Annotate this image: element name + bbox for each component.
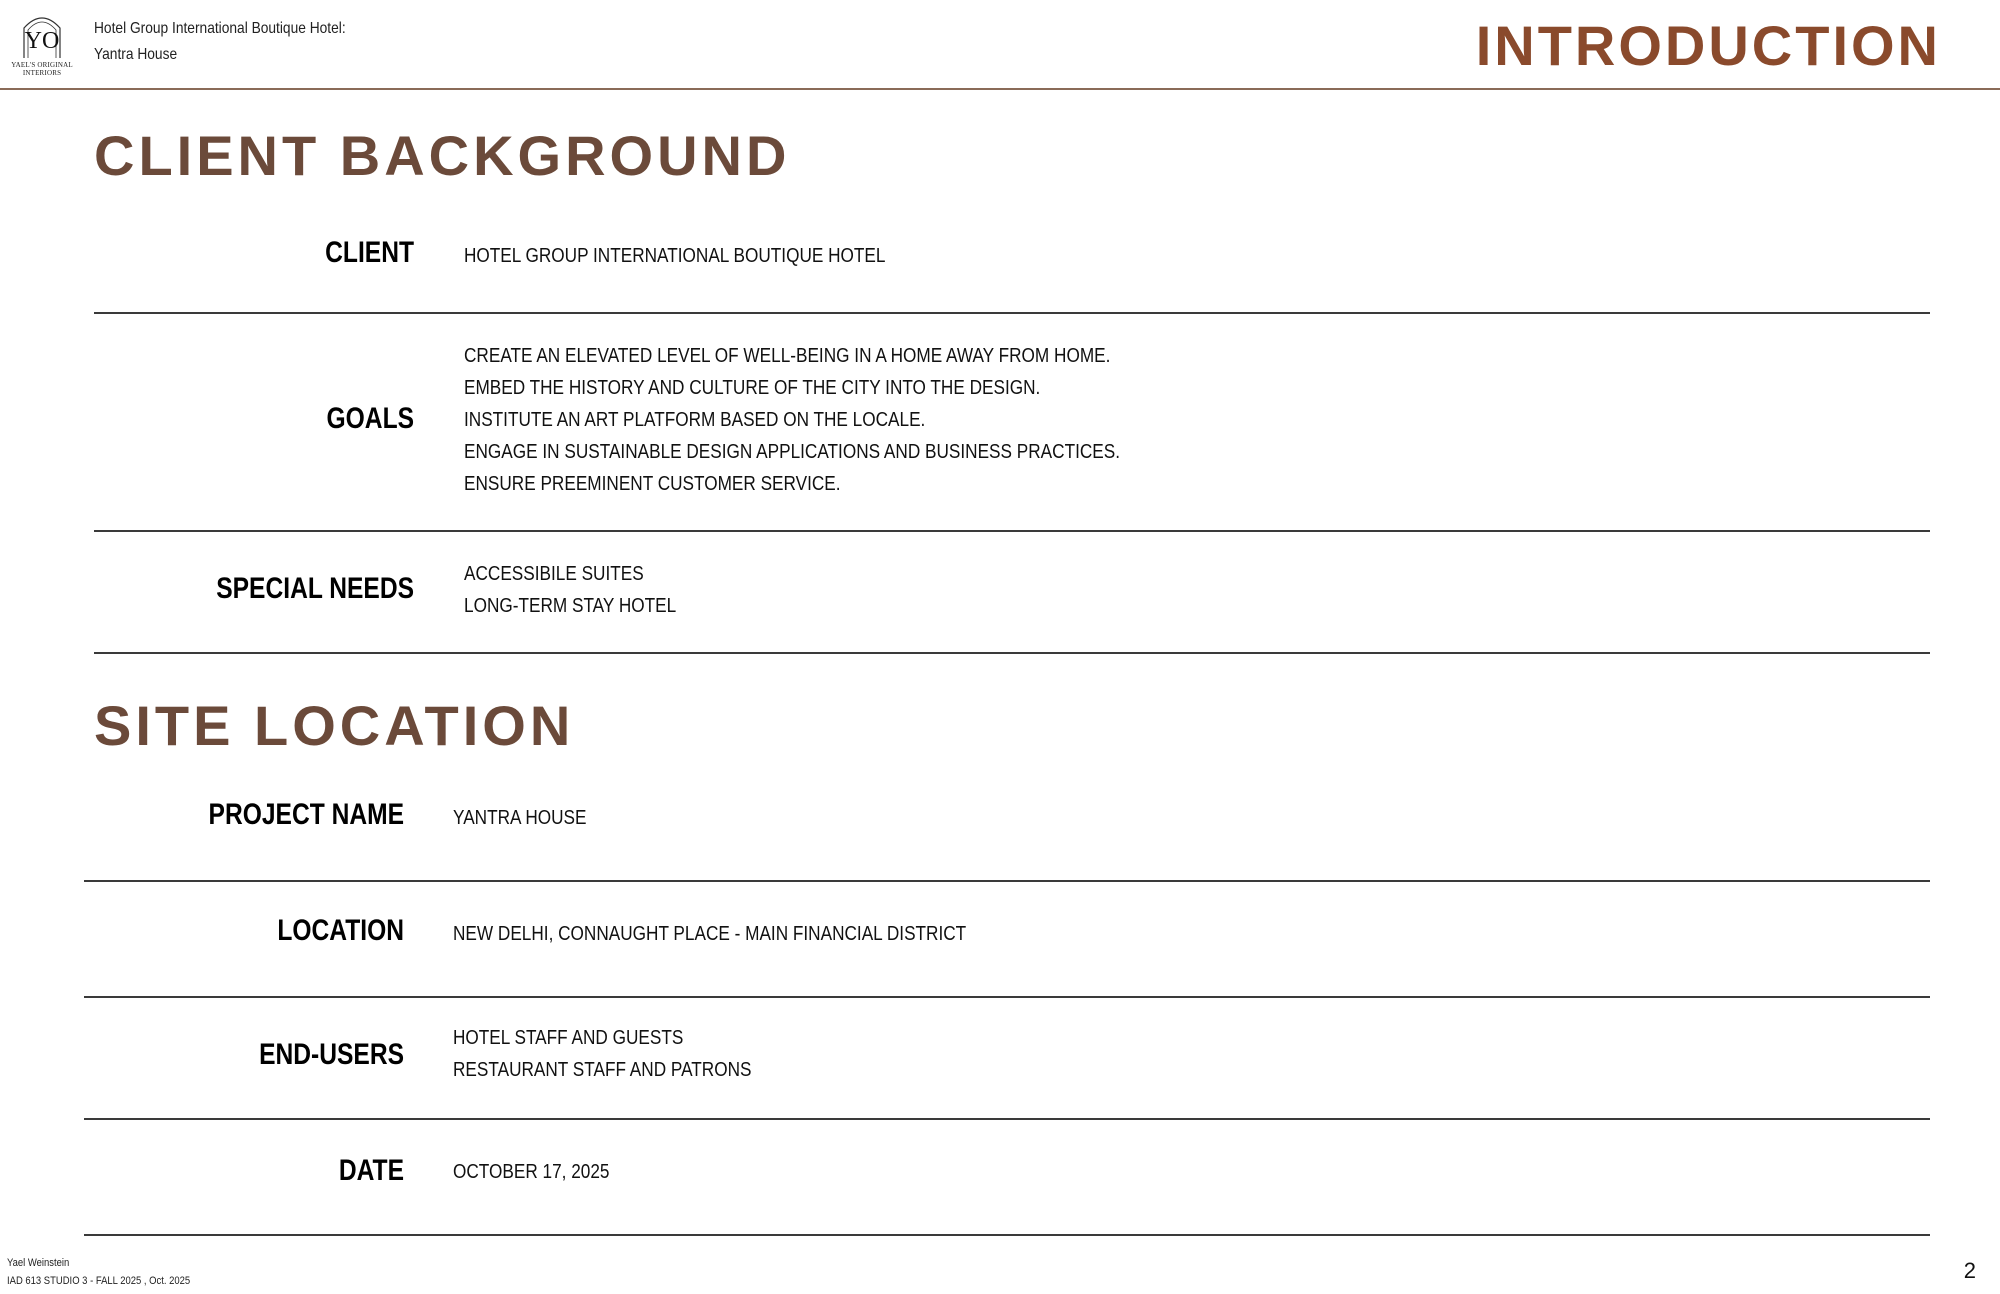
row-value [453,802,586,834]
info-row-special-needs [94,532,1930,654]
header-subtitle-line2: Yantra House [94,46,178,63]
info-row-end-users [84,998,1930,1120]
footer-course: IAD 613 STUDIO 3 - FALL 2025 , Oct. 2025 [7,1275,191,1287]
page-title: INTRODUCTION [1475,14,1941,77]
info-row-date [84,1120,1930,1236]
value-line: HOTEL GROUP INTERNATIONAL BOUTIQUE HOTEL [464,245,886,267]
page-number: 2 [1963,1258,1976,1283]
value-line: NEW DELHI, CONNAUGHT PLACE - MAIN FINANCIAL DISTRICT [453,923,967,945]
row-label: CLIENT [325,236,414,269]
info-row-client [94,208,1930,314]
logo-monogram: YO [24,28,60,54]
value-line: RESTAURANT STAFF AND PATRONS [453,1059,752,1081]
row-label: GOALS [326,402,414,435]
row-value [453,1156,609,1188]
section-title-client-background: CLIENT BACKGROUND [94,124,791,187]
section-title-site-location: SITE LOCATION [94,694,575,757]
value-line: LONG-TERM STAY HOTEL [464,595,677,617]
value-line: ENGAGE IN SUSTAINABLE DESIGN APPLICATIONS AND BUSINESS PRACTICES. [464,441,1121,463]
value-line: ENSURE PREEMINENT CUSTOMER SERVICE. [464,473,841,495]
info-row-project-name [84,776,1930,882]
info-row-goals [94,314,1930,532]
row-value [464,240,885,272]
row-label: DATE [338,1154,404,1187]
yoi-logo [8,6,76,78]
logo-text: YAEL'S ORIGINAL INTERIORS [11,61,73,77]
row-value [453,1022,751,1086]
header-subtitle [94,16,346,68]
value-line: CREATE AN ELEVATED LEVEL OF WELL-BEING IN A HOME AWAY FROM HOME. [464,345,1111,367]
row-label: PROJECT NAME [208,798,404,831]
header-subtitle-line1: Hotel Group International Boutique Hotel: [94,20,346,37]
value-line: INSTITUTE AN ART PLATFORM BASED ON THE LOCALE. [464,409,926,431]
row-label: END-USERS [259,1038,404,1071]
value-line: ACCESSIBILE SUITES [464,563,644,585]
value-line: YANTRA HOUSE [453,807,587,829]
row-value [464,340,1120,500]
info-row-location [84,882,1930,998]
value-line: OCTOBER 17, 2025 [453,1161,610,1183]
value-line: HOTEL STAFF AND GUESTS [453,1027,684,1049]
footer-credits [7,1254,190,1290]
header-bar [0,0,2000,90]
row-label: SPECIAL NEEDS [216,572,414,605]
footer-author: Yael Weinstein [7,1257,70,1269]
row-label: LOCATION [277,914,404,947]
value-line: EMBED THE HISTORY AND CULTURE OF THE CITY INTO THE DESIGN. [464,377,1041,399]
row-value [453,918,966,950]
row-value [464,558,676,622]
